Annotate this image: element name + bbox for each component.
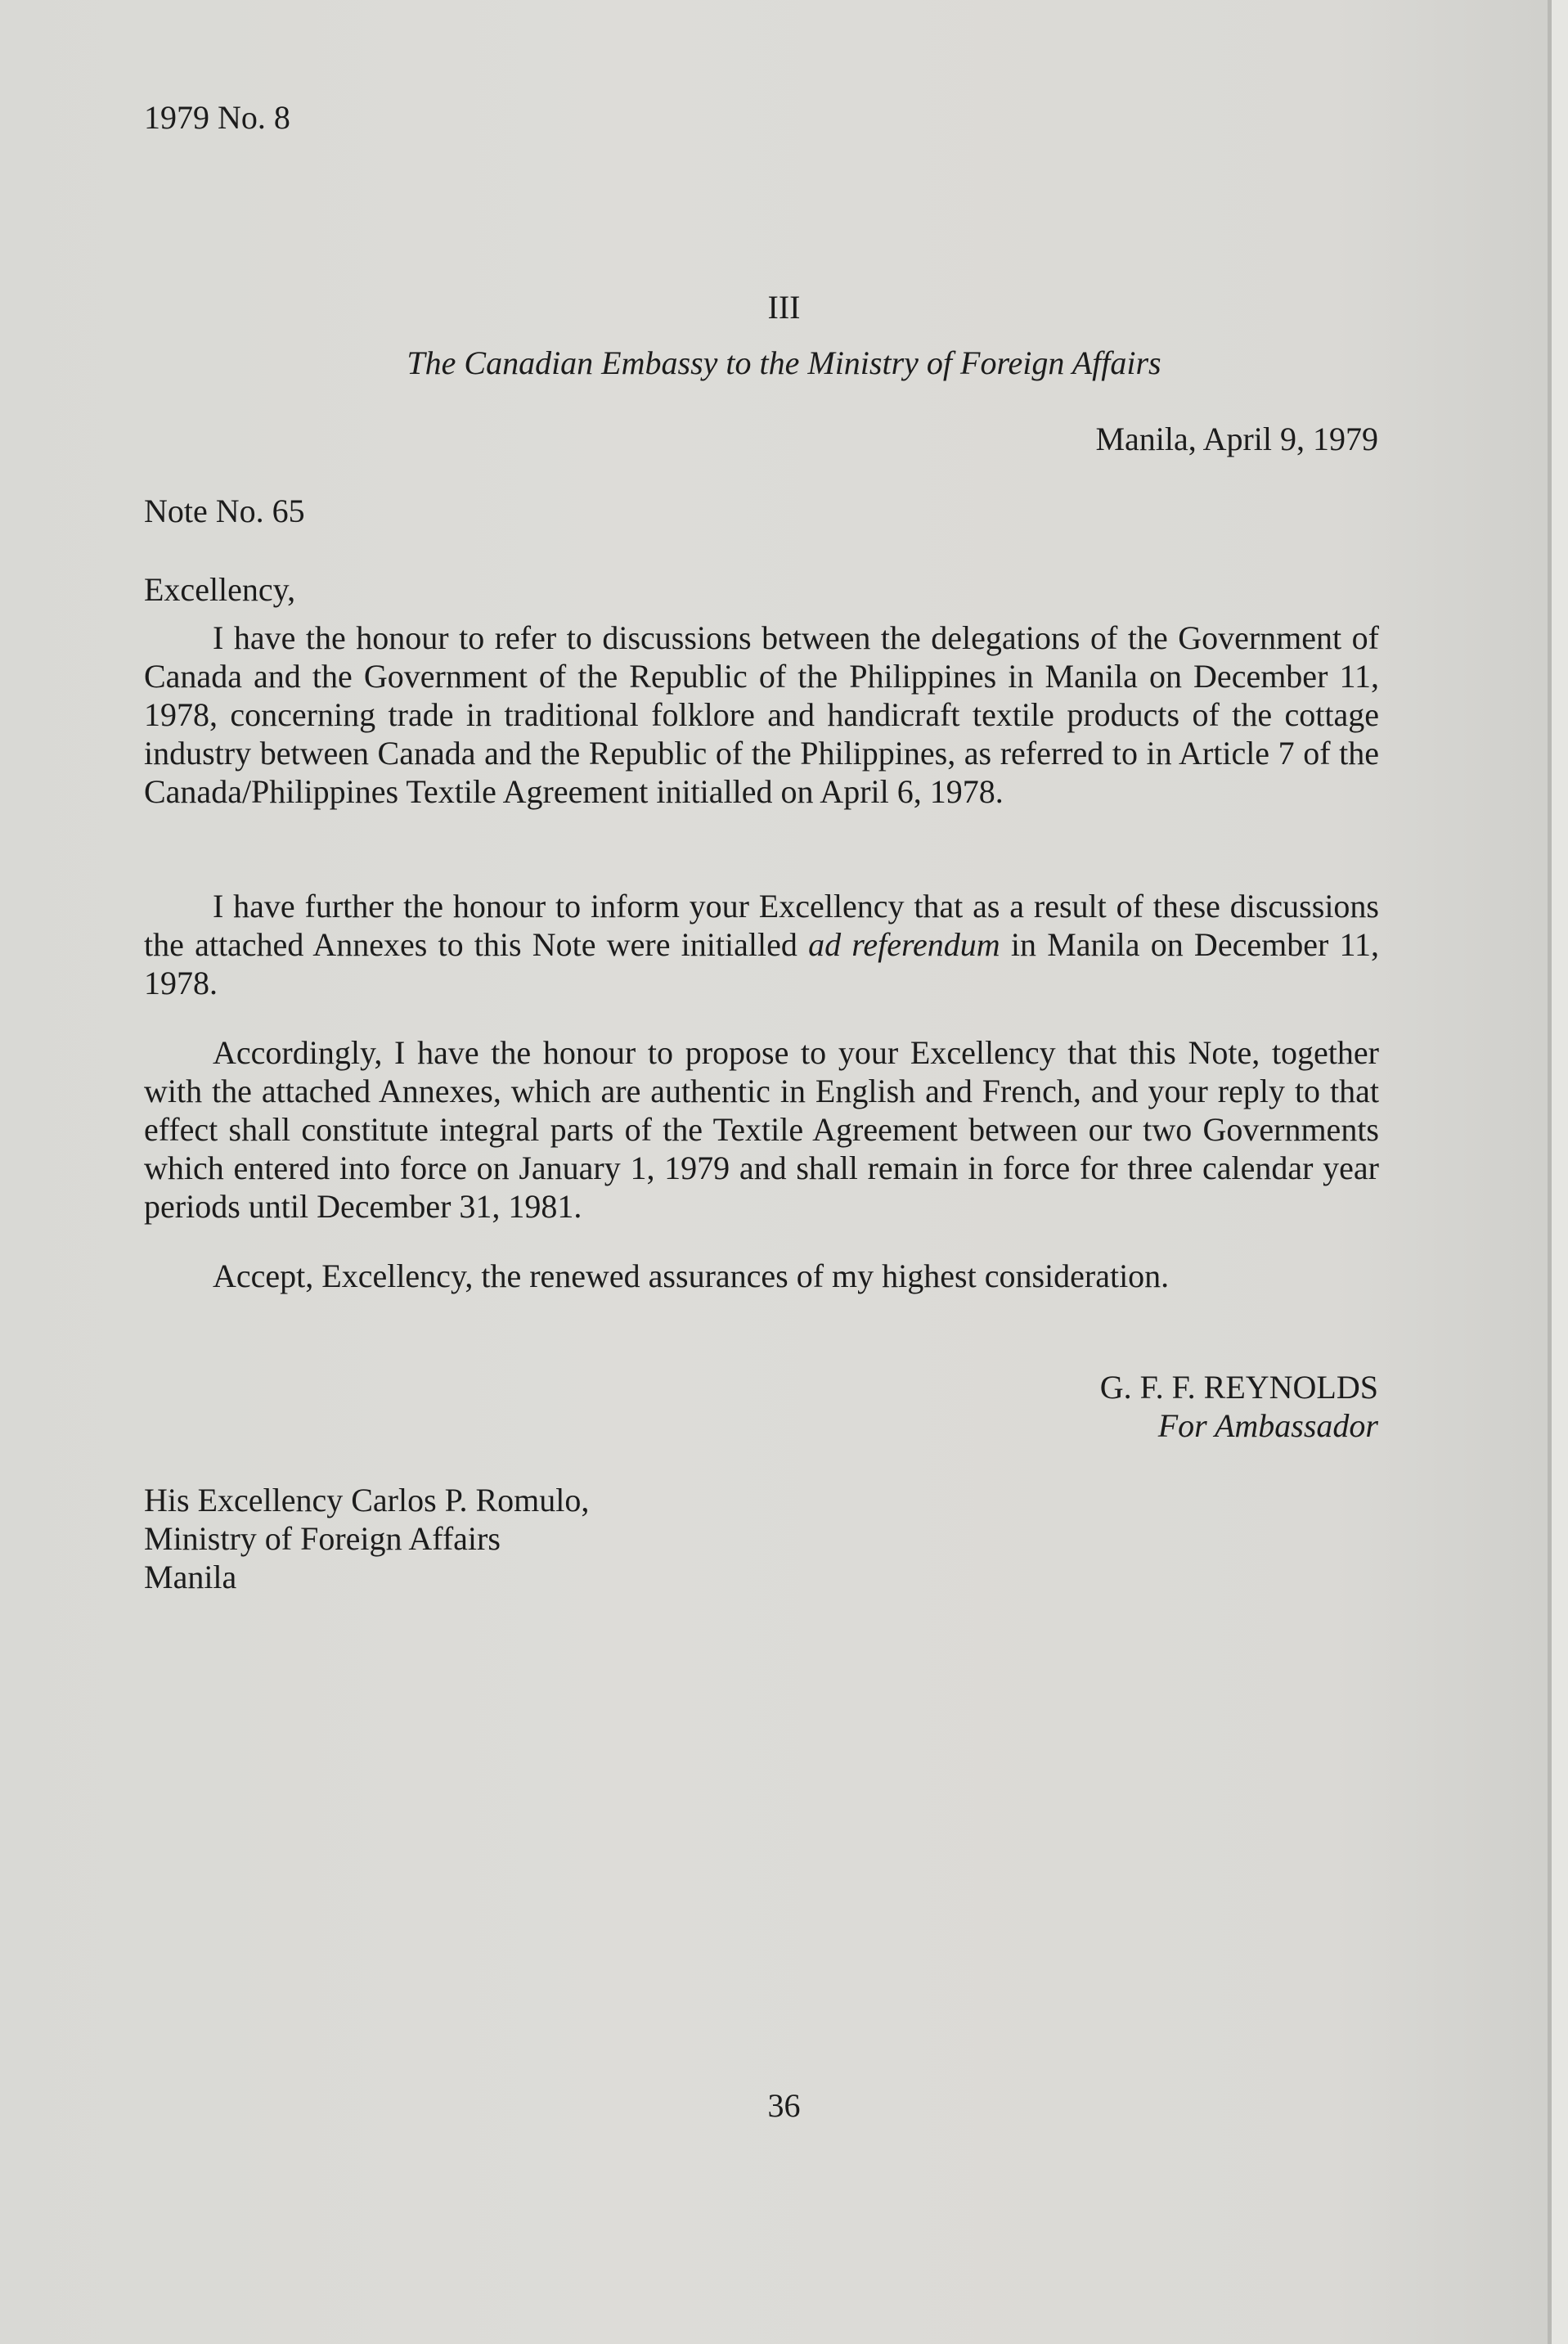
salutation: Excellency, [144,571,296,608]
paragraph-1: I have the honour to refer to discussions between the delegations of the Government of Canada and the Government of the Republic of the Philippines in Manila on December 11, 1978, concerning trade in traditional folklore and handicraft textile products of the cottage industry between Canada and the Republic of the Philippines, as referred to in Article 7 of the Canada/Philippines Textile Agreement initialled on April 6, 1978. [144,619,1379,810]
note-heading: The Canadian Embassy to the Ministry of Foreign Affairs [407,344,1161,381]
page-number: 36 [767,2087,801,2124]
addressee-line-2: Ministry of Foreign Affairs [144,1520,501,1557]
addressee-line-3: Manila [144,1559,237,1595]
addressee-line-1: His Excellency Carlos P. Romulo, [144,1482,590,1518]
paragraph-2-text: I have further the honour to inform your Excellency that as a result of these discussions the attached Annexes to this Note were initialled [144,888,1379,963]
note-number: Note No. 65 [144,493,305,529]
paragraph-4: Accept, Excellency, the renewed assurances of my highest consideration. [213,1257,1170,1294]
signatory-title: For Ambassador [1157,1407,1378,1444]
signatory-name: G. F. F. REYNOLDS [1099,1369,1378,1406]
date-line: Manila, April 9, 1979 [1095,421,1378,457]
paragraph-2-tail: in Manila on December 11, 1978. [144,926,1379,1001]
paragraph-3: Accordingly, I have the honour to propose to your Excellency that this Note, together with the attached Annexes, which are authentic in English and French, and your reply to that effect shall constitute integral parts of the Textile Agreement between our two Governments which entered into force on January 1, 1979 and shall remain in force for three calendar year periods until December 31, 1981. [144,1034,1379,1225]
addressee-block [144,1481,589,1596]
paragraph-2-italic: ad referendum [808,926,1000,963]
running-head: 1979 No. 8 [144,99,290,136]
paragraph-2 [144,887,1379,1002]
section-numeral: III [767,289,801,326]
